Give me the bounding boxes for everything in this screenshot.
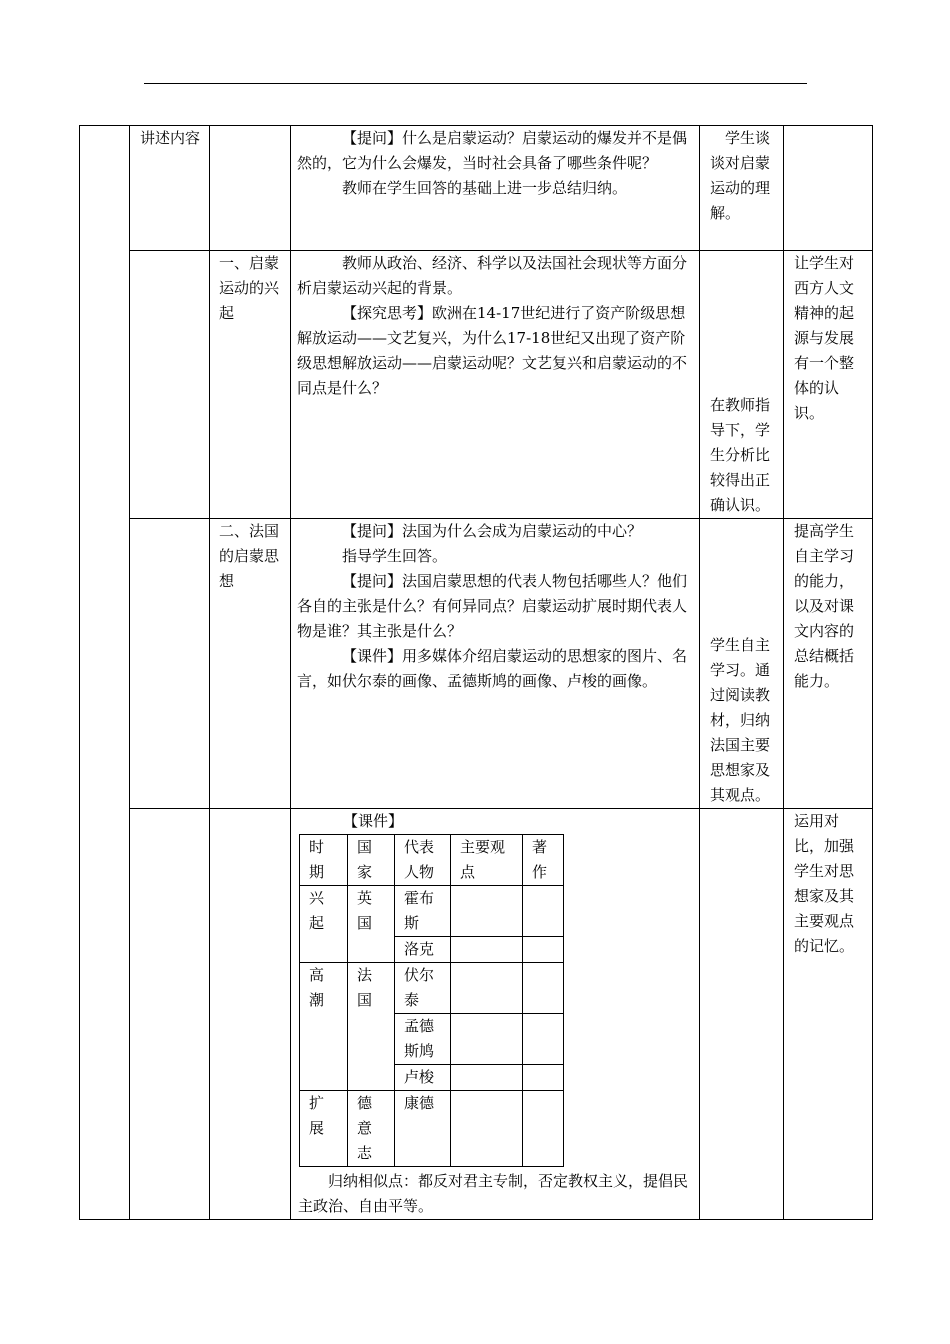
works-cell — [523, 937, 564, 963]
topic-cell — [210, 809, 291, 1220]
table-row — [80, 519, 873, 809]
teacher-activity-cell — [291, 251, 700, 519]
section-label-cell — [130, 809, 210, 1220]
country-cell: 德意志 — [348, 1091, 395, 1167]
works-cell — [523, 1065, 564, 1091]
topic-cell — [210, 519, 291, 809]
courseware-note: 【课件】用多媒体介绍启蒙运动的思想家的图片、名言，如伏尔泰的画像、孟德斯鸠的画像、卢梭的画像。 — [297, 647, 688, 690]
topic-cell — [210, 126, 291, 251]
table-row — [80, 809, 873, 1220]
courseware-label: 【课件】 — [343, 812, 404, 830]
thinkers-header-row — [300, 835, 564, 886]
teacher-activity-cell — [291, 519, 700, 809]
lesson-plan-table — [79, 125, 873, 1220]
header-country: 国家 — [348, 835, 395, 886]
teacher-analysis: 教师从政治、经济、科学以及法国社会现状等方面分析启蒙运动兴起的背景。 — [297, 254, 688, 297]
header-representatives: 代表人物 — [395, 835, 451, 886]
teacher-question: 【提问】法国为什么会成为启蒙运动的中心？ — [342, 522, 643, 540]
inquiry-question: 【探究思考】欧洲在14-17世纪进行了资产阶级思想解放运动——文艺复兴，为什么17-18世纪又出现了资产阶级思想解放运动——启蒙运动呢？文艺复兴和启蒙运动的不同点是什么？ — [297, 304, 688, 397]
design-intent: 让学生对西方人文精神的起源与发展有一个整体的认识。 — [794, 254, 855, 422]
person-cell: 伏尔泰 — [395, 963, 451, 1014]
section-label: 讲述内容 — [140, 129, 201, 147]
thinkers-row — [300, 963, 564, 1014]
teacher-question: 【提问】什么是启蒙运动？启蒙运动的爆发并不是偶然的，它为什么会爆发，当时社会具备了哪些条件呢？ — [297, 129, 688, 172]
student-activity: 学生自主学习。通过阅读教材，归纳法国主要思想家及其观点。 — [710, 636, 771, 804]
teacher-activity-cell — [291, 809, 700, 1220]
person-cell: 洛克 — [395, 937, 451, 963]
period-cell: 高潮 — [300, 963, 348, 1091]
student-activity-cell — [700, 519, 784, 809]
section-label-cell — [130, 126, 210, 251]
teacher-summary: 教师在学生回答的基础上进一步总结归纳。 — [342, 179, 628, 197]
views-cell — [451, 963, 523, 1014]
header-main-views: 主要观点 — [451, 835, 523, 886]
topic-title: 二、法国的启蒙思想 — [219, 522, 280, 590]
student-activity-cell — [700, 126, 784, 251]
student-activity-cell — [700, 251, 784, 519]
design-intent-cell — [784, 126, 873, 251]
header-works: 著作 — [523, 835, 564, 886]
views-cell — [451, 1065, 523, 1091]
design-intent: 运用对比，加强学生对思想家及其主要观点的记忆。 — [794, 812, 855, 955]
student-activity: 学生谈谈对启蒙运动的理解。 — [710, 129, 771, 222]
table-row — [80, 126, 873, 251]
person-cell: 卢梭 — [395, 1065, 451, 1091]
works-cell — [523, 1091, 564, 1167]
topic-title: 一、启蒙运动的兴起 — [219, 254, 280, 322]
header-rule — [144, 83, 807, 84]
views-cell — [451, 1091, 523, 1167]
blank-column-cell — [80, 126, 130, 1220]
works-cell — [523, 963, 564, 1014]
teacher-question: 【提问】法国启蒙思想的代表人物包括哪些人？他们各自的主张是什么？有何异同点？启蒙运动扩展时期代表人物是谁？其主张是什么？ — [297, 572, 688, 640]
period-cell: 兴起 — [300, 886, 348, 963]
views-cell — [451, 1014, 523, 1065]
thinkers-row — [300, 886, 564, 937]
thinkers-table — [299, 834, 564, 1167]
table-row — [80, 251, 873, 519]
design-intent-cell — [784, 809, 873, 1220]
header-period: 时期 — [300, 835, 348, 886]
design-intent-cell — [784, 519, 873, 809]
topic-cell — [210, 251, 291, 519]
works-cell — [523, 886, 564, 937]
section-label-cell — [130, 519, 210, 809]
views-cell — [451, 886, 523, 937]
design-intent: 提高学生自主学习的能力，以及对课文内容的总结概括能力。 — [794, 522, 855, 690]
country-cell: 英国 — [348, 886, 395, 963]
works-cell — [523, 1014, 564, 1065]
summary-text: 归纳相似点：都反对君主专制，否定教权主义，提倡民主政治、自由平等。 — [298, 1172, 689, 1215]
design-intent-cell — [784, 251, 873, 519]
section-label-cell — [130, 251, 210, 519]
teacher-activity-cell — [291, 126, 700, 251]
student-activity: 在教师指导下，学生分析比较得出正确认识。 — [710, 396, 771, 514]
teacher-guidance: 指导学生回答。 — [342, 547, 448, 565]
country-cell: 法国 — [348, 963, 395, 1091]
person-cell: 孟德斯鸠 — [395, 1014, 451, 1065]
period-cell: 扩展 — [300, 1091, 348, 1167]
student-activity-cell — [700, 809, 784, 1220]
person-cell: 康德 — [395, 1091, 451, 1167]
person-cell: 霍布斯 — [395, 886, 451, 937]
views-cell — [451, 937, 523, 963]
thinkers-row — [300, 1091, 564, 1167]
